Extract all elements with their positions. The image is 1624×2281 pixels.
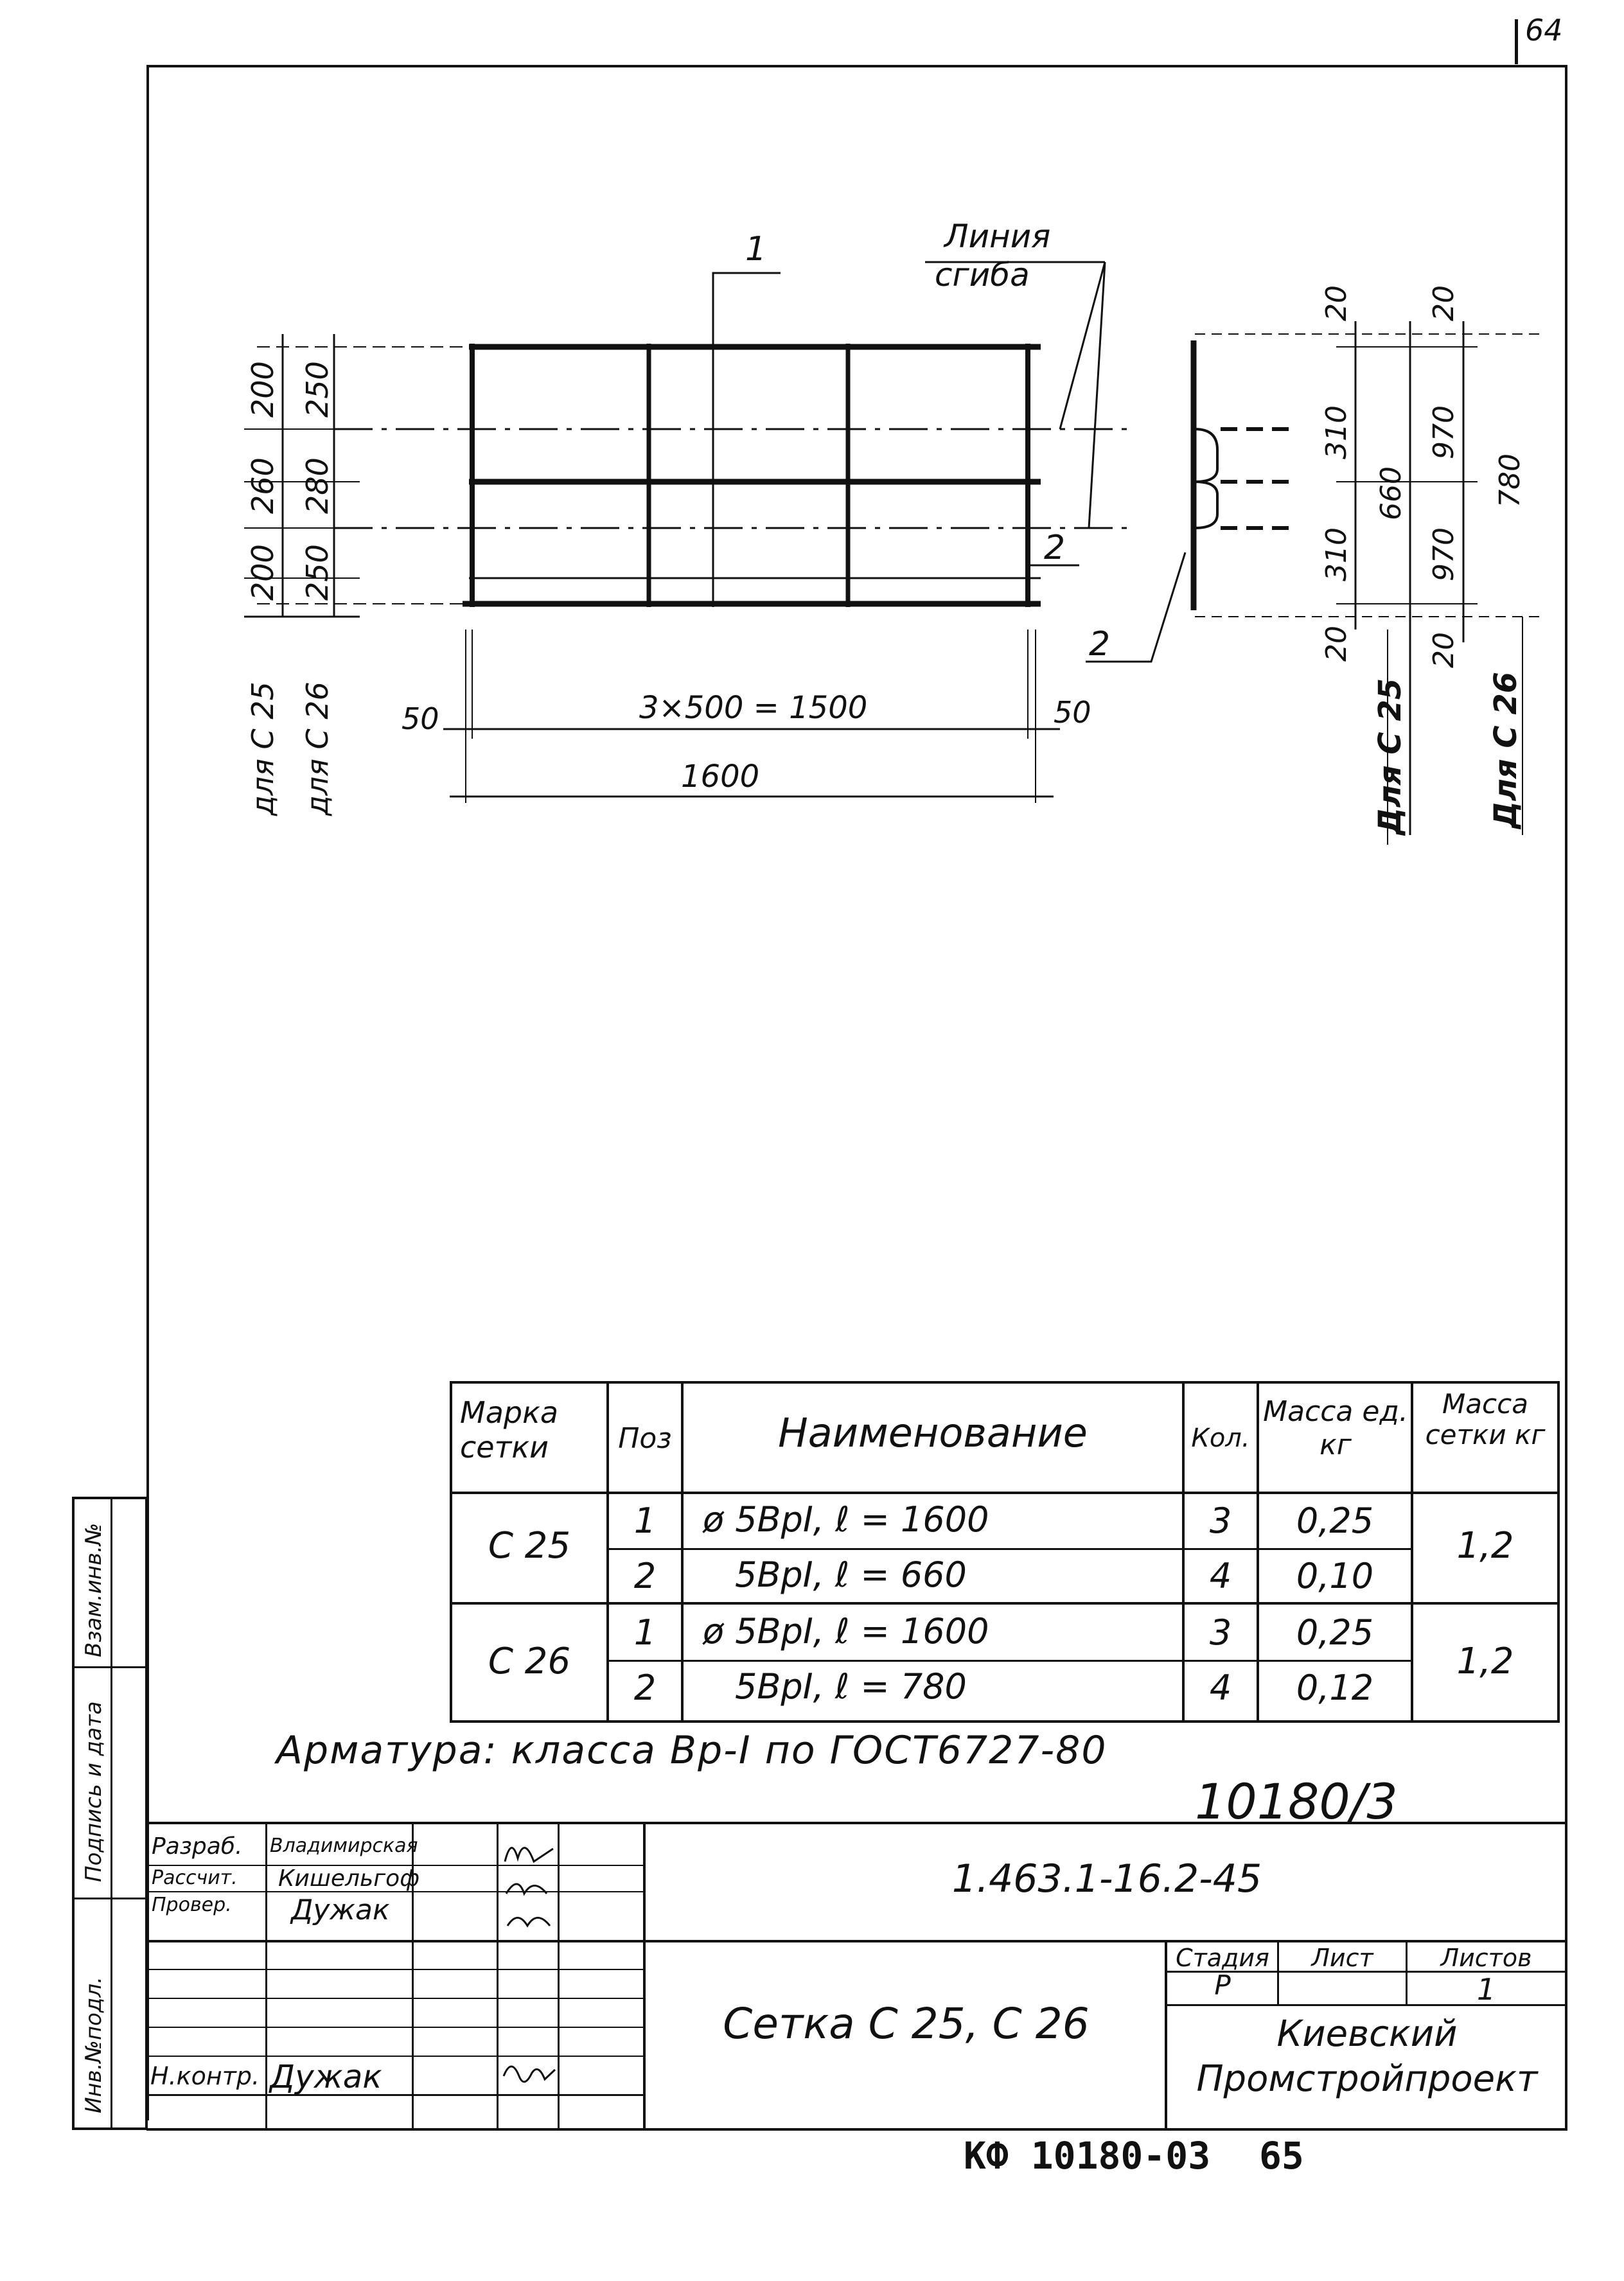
title-block: [146, 1822, 1567, 2131]
dim-right-inner-3: 310: [1320, 527, 1353, 581]
dim-left-c25-3: 200: [245, 544, 280, 601]
handwritten-number: 10180/3: [1195, 1773, 1398, 1830]
footer-page: 65: [1259, 2134, 1304, 2178]
table-row: 0,12: [1296, 1668, 1374, 1708]
name-developer: Владимирская: [270, 1835, 418, 1857]
dim-right-outer-2: 970: [1427, 405, 1460, 459]
table-row: 2: [633, 1556, 657, 1596]
left-label-c25: для С 25: [245, 682, 280, 816]
header-mass-mesh: Масса сетки кг: [1425, 1388, 1546, 1450]
dim-right-inner-2: 310: [1320, 405, 1353, 459]
table-row: 0,25: [1296, 1501, 1374, 1541]
pos-2-label: 2: [1044, 529, 1066, 567]
table-row: 5ВрI, ℓ = 780: [735, 1666, 967, 1707]
leader-bend-line: [1089, 262, 1105, 528]
leader-bend-line: [1060, 262, 1105, 429]
mark-c26: С 26: [488, 1641, 571, 1682]
designation: 1.463.1-16.2-45: [951, 1856, 1262, 1901]
footer-code: КФ 10180-03: [964, 2134, 1211, 2178]
sheet-label: Лист: [1311, 1944, 1373, 1972]
table-row: 1: [633, 1501, 657, 1541]
table-row: 0,10: [1296, 1556, 1374, 1596]
signature-date-label: Подпись и дата: [81, 1701, 107, 1882]
dim-50-right: 50: [1054, 695, 1091, 730]
org-name-1: Киевский: [1276, 2013, 1458, 2055]
left-label-c26: для С 26: [300, 682, 335, 816]
spec-table: [450, 1381, 1560, 1723]
table-row: 3: [1209, 1501, 1232, 1541]
org-name-2: Промстройпроект: [1196, 2058, 1538, 2100]
nkontr-signature: [499, 2057, 558, 2095]
sheets-value: 1: [1476, 1972, 1496, 2007]
sheets-label: Листов: [1440, 1944, 1532, 1972]
table-row: 3: [1209, 1612, 1232, 1653]
stage-value: Р: [1214, 1969, 1231, 2001]
table-row: 5ВрI, ℓ = 660: [735, 1554, 967, 1595]
leader-pos-1: [713, 273, 781, 350]
header-mark: Марка сетки: [460, 1395, 559, 1465]
dim-left-c25-2: 260: [245, 457, 280, 514]
role-developer: Разраб.: [152, 1833, 243, 1860]
signatures: [499, 1829, 558, 1939]
role-calculated: Рассчит.: [152, 1867, 238, 1889]
right-label-c26: Для С 26: [1488, 671, 1524, 829]
dim-right-inner-1: 20: [1320, 285, 1353, 321]
reinforcement-note: Арматура: класса Вр-I по ГОСТ6727-80: [276, 1728, 1108, 1773]
header-name: Наименование: [778, 1409, 1088, 1456]
header-qty: Кол.: [1191, 1423, 1250, 1453]
dim-left-c26-2: 280: [300, 457, 335, 514]
bend-line-label-1: Линия: [944, 218, 1051, 255]
table-row: 4: [1209, 1668, 1232, 1708]
name-calculated: Кишельгоф: [278, 1865, 419, 1892]
bend-line-label-2: сгиба: [935, 256, 1030, 294]
dim-50-left: 50: [402, 701, 439, 736]
table-row: 2: [633, 1668, 657, 1708]
table-row: 4: [1209, 1556, 1232, 1596]
dim-left-c25-1: 200: [245, 361, 280, 418]
dim-right-outer-3: 970: [1427, 527, 1460, 581]
replace-inv-label: Взам.инв.№: [81, 1522, 107, 1657]
mass-total-c25: 1,2: [1456, 1525, 1514, 1567]
dim-1600: 1600: [681, 759, 760, 795]
dim-right-outer-1: 20: [1427, 285, 1460, 321]
dim-3x500: 3×500 = 1500: [639, 690, 868, 726]
sheet-mark: 64: [1525, 13, 1563, 48]
dim-right-outer-4: 20: [1427, 632, 1460, 668]
nkontr-role: Н.контр.: [150, 2062, 260, 2090]
right-label-c25: Для С 25: [1372, 678, 1408, 835]
nkontr-name: Дужак: [270, 2058, 382, 2095]
side-stamp-text: [72, 1497, 148, 2130]
side-view-bend: [1195, 429, 1217, 482]
dim-right-total-c25: 660: [1375, 466, 1408, 520]
dim-right-inner-4: 20: [1320, 626, 1353, 662]
mark-c25: С 25: [488, 1525, 571, 1567]
table-row: ø 5ВрI, ℓ = 1600: [703, 1611, 989, 1651]
dim-left-c26-1: 250: [300, 361, 335, 418]
pos-2b-label: 2: [1089, 625, 1111, 664]
drawing-title: Сетка С 25, С 26: [723, 1999, 1090, 2048]
side-view-bend: [1195, 482, 1217, 528]
table-row: 1: [633, 1612, 657, 1653]
stage-label: Стадия: [1176, 1944, 1269, 1972]
mass-total-c26: 1,2: [1456, 1641, 1514, 1682]
header-mass-unit: Масса ед. кг: [1263, 1395, 1408, 1461]
role-checked: Провер.: [152, 1894, 232, 1916]
pos-1-label: 1: [745, 230, 767, 269]
inv-original-label: Инв.№подл.: [81, 1977, 107, 2113]
mesh-drawing: [0, 0, 1624, 899]
table-row: ø 5ВрI, ℓ = 1600: [703, 1499, 989, 1540]
header-pos: Поз: [618, 1422, 672, 1455]
dim-right-total-c26: 780: [1494, 454, 1526, 507]
dim-left-c26-3: 250: [300, 544, 335, 601]
name-checked: Дужак: [291, 1894, 390, 1926]
table-row: 0,25: [1296, 1612, 1374, 1653]
